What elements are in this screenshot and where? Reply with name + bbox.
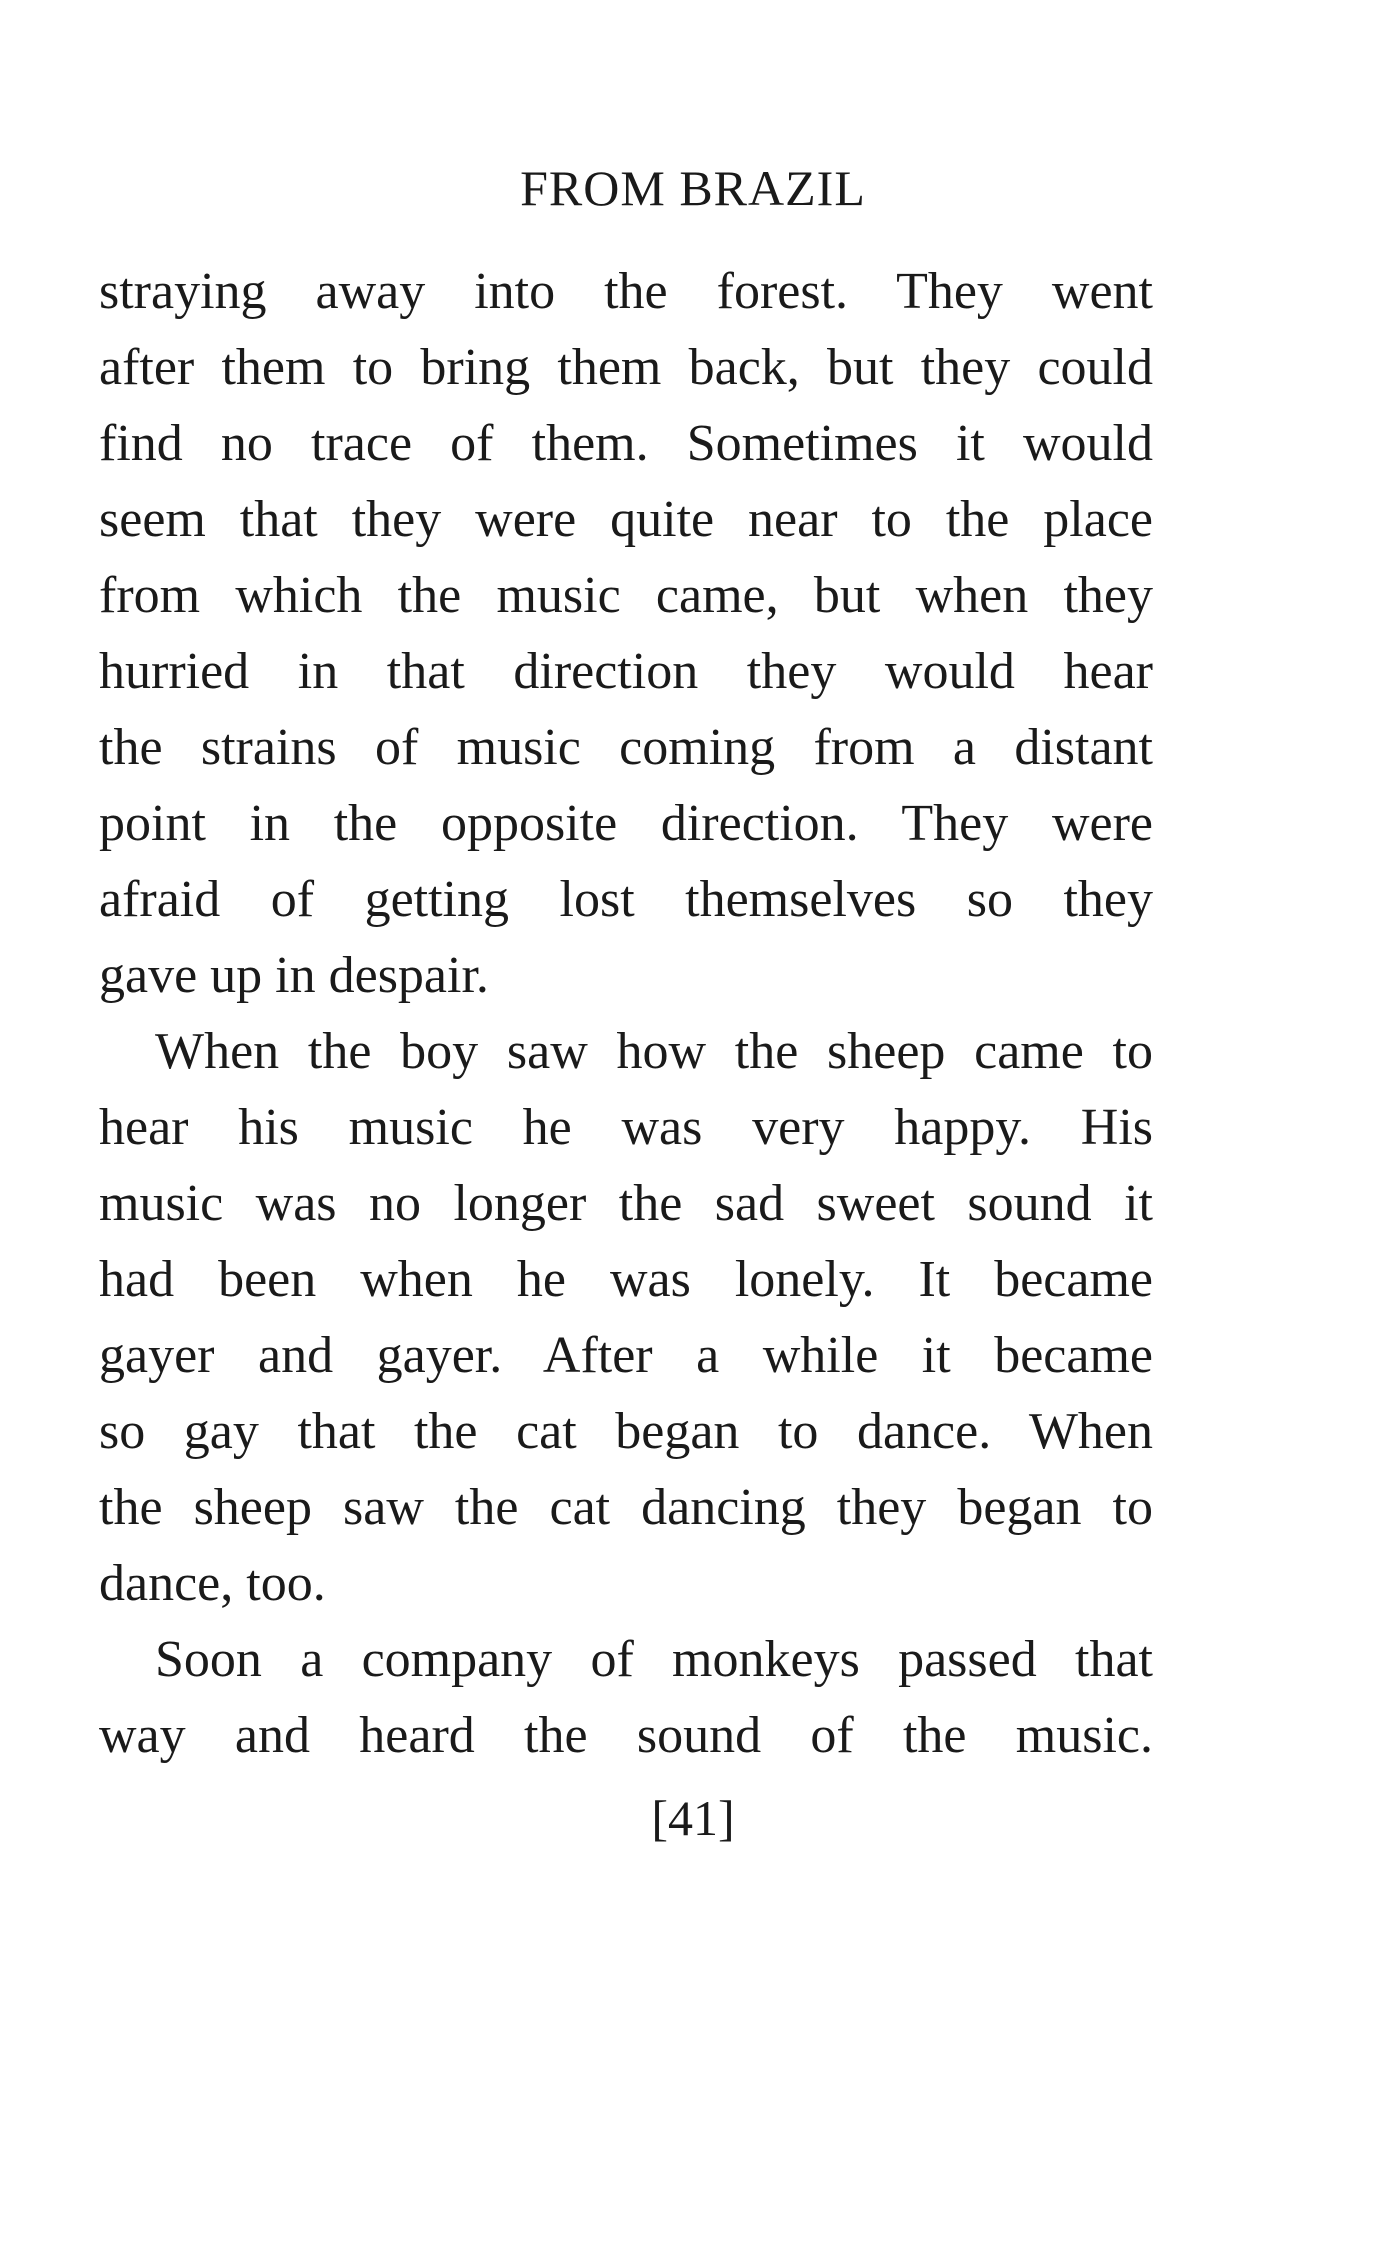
text-line: dance, too. xyxy=(99,1555,326,1612)
text-line: afraid of getting lost themselves so they xyxy=(99,871,1153,928)
text-line: seem that they were quite near to the place xyxy=(99,491,1153,548)
text-line: When the boy saw how the sheep came to xyxy=(155,1023,1153,1080)
text-line: the sheep saw the cat dancing they began to xyxy=(99,1479,1153,1536)
text-line: Soon a company of monkeys passed that xyxy=(155,1631,1153,1688)
text-line: way and heard the sound of the music. xyxy=(99,1707,1153,1764)
text-line: had been when he was lonely. It became xyxy=(99,1251,1153,1308)
page-number: [41] xyxy=(651,1790,735,1846)
text-line: after them to bring them back, but they could xyxy=(99,339,1153,396)
text-line: music was no longer the sad sweet sound it xyxy=(99,1175,1153,1232)
body-text xyxy=(99,254,1153,1774)
text-line: straying away into the forest. They went xyxy=(99,263,1153,320)
text-line: hurried in that direction they would hear xyxy=(99,643,1153,700)
text-line: point in the opposite direction. They were xyxy=(99,795,1153,852)
text-line: gave up in despair. xyxy=(99,947,489,1004)
text-line: so gay that the cat began to dance. When xyxy=(99,1403,1153,1460)
text-line: gayer and gayer. After a while it became xyxy=(99,1327,1153,1384)
text-line: from which the music came, but when they xyxy=(99,567,1153,624)
text-line: find no trace of them. Sometimes it would xyxy=(99,415,1153,472)
text-line: hear his music he was very happy. His xyxy=(99,1099,1153,1156)
text-line: the strains of music coming from a distant xyxy=(99,719,1153,776)
running-head: FROM BRAZIL xyxy=(520,160,866,216)
